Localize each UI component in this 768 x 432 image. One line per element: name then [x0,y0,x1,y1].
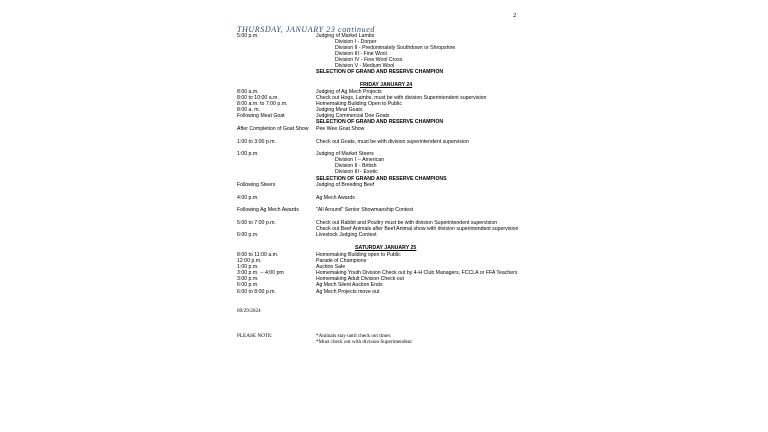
schedule-row [0,245,768,252]
schedule-time: 5:00 to 7:00 p.m. [237,220,276,226]
day-header: THURSDAY, JANUARY 23 continued [237,25,376,34]
schedule-time: 4:00 p.m. [237,195,259,201]
page-number: 2 [513,12,517,19]
schedule-row [0,282,768,289]
schedule-row [0,126,768,133]
schedule-event: Homemaking Building open to Public [316,252,401,258]
schedule-time: 8:00 a.m. [237,89,259,95]
schedule-time: 3:00 p.m. [237,276,259,282]
schedule-event: Check out Rabbit and Poultry must be with division Superintendent supervision [316,220,498,226]
note-line-2: *Must check out with division Superintendent [316,339,412,345]
schedule-time: 5:00 p.m. [237,33,259,39]
schedule-row [0,82,768,89]
schedule-time: Following Ag Mech Awards [237,207,299,213]
schedule-event: Check out Beef Animals after Beef Animal show with division superintendent supervision [316,226,519,232]
schedule-event: Ag Mech Silent Auction Ends [316,282,383,288]
schedule-row [0,232,768,239]
schedule-event: Division IV - Fine Wool Cross [335,57,403,63]
note-line-1: *Animals stay until check out times [316,333,391,339]
schedule-time: 8:00 to 11:00 a.m. [237,252,279,258]
schedule-time: 1:00 p.m. [237,151,259,157]
day-heading: FRIDAY JANUARY 24 [360,82,413,88]
schedule-event: Judging of Ag Mech Projects [316,89,382,95]
schedule-event: Ag Mech Projects move out [316,289,380,295]
schedule-time: 1:00 to 3:00 p.m. [237,139,276,145]
schedule-row [0,139,768,146]
schedule-event: Auction Sale [316,264,346,270]
schedule-time: Following Steers [237,182,276,188]
schedule-event: Division II - British [335,163,377,169]
schedule-row [0,207,768,214]
schedule-time: 6:00 to 8:00 p.m. [237,289,276,295]
schedule-time: 12:00 p.m. [237,258,262,264]
schedule-time: 6:00 p.m. [237,282,259,288]
schedule-time: Following Meat Goat [237,113,285,119]
schedule-event: Homemaking Adult Division Check out [316,276,404,282]
schedule-time: 8:00 to 10:00 a.m. [237,95,279,101]
schedule-event: "All Around" Senior Showmanship Contest [316,207,414,213]
schedule-event: Homemaking Building Open to Public [316,101,402,107]
footer-date: 09/29/2024 [237,308,261,314]
schedule-event: Homemaking Youth Division Check out by 4-H Club Managers, FCCLA or FFA Teachers [316,270,518,276]
schedule-event: Pee Wee Goat Show [316,126,365,132]
schedule-event: Division III - Fine Wool [335,51,387,57]
schedule-time: 3:00 p.m. -- 4:00 pm [237,270,284,276]
schedule-event: Ag Mech Awards [316,195,355,201]
schedule-row [0,195,768,202]
schedule-event: Judging Commercial Doe Goats [316,113,390,119]
schedule-event: Division III - Exotic [335,169,378,175]
schedule-event: Division I -- American [335,157,385,163]
schedule-time: 1:00 p.m. [237,264,259,270]
schedule-row [0,69,768,76]
schedule-time: 8:00 a.m. to 7:00 p.m. [237,101,288,107]
schedule-event: SELECTION OF GRAND AND RESERVE CHAMPION [316,69,444,75]
schedule-event: Judging of Market Steers [316,151,374,157]
schedule-row [0,119,768,126]
schedule-event: Division II - Predominately Southdown or Shropshire [335,45,456,51]
schedule-event: Check out Hogs, Lambs, must be with division Superintendent supervision [316,95,487,101]
schedule-event: Judging of Market Lambs [316,33,375,39]
schedule-row [0,289,768,296]
schedule-event: Judging Meat Goats [316,107,363,113]
schedule-event: Division I - Dorper [335,39,377,45]
schedule-event: SELECTION OF GRAND AND RESERVE CHAMPIONS [316,176,447,182]
schedule-time: 8:00 a. m. [237,107,261,113]
schedule-event: Division V - Medium Wool [335,63,395,69]
schedule-event: Parade of Champions [316,258,367,264]
schedule-event: Judging of Breeding Beef [316,182,375,188]
schedule-time: After Completion of Goat Show [237,126,309,132]
day-heading: SATURDAY JANUARY 25 [355,245,417,251]
schedule-row [0,182,768,189]
schedule-time: 6:00 p.m. [237,232,259,238]
note-label: PLEASE NOTE: [237,333,273,339]
schedule-event: SELECTION OF GRAND AND RESERVE CHAMPION [316,119,444,125]
schedule-row [0,169,768,176]
schedule-event: Livestock Judging Contest [316,232,377,238]
schedule-event: Check out Goats, must be with division superintendent supervision [316,139,469,145]
